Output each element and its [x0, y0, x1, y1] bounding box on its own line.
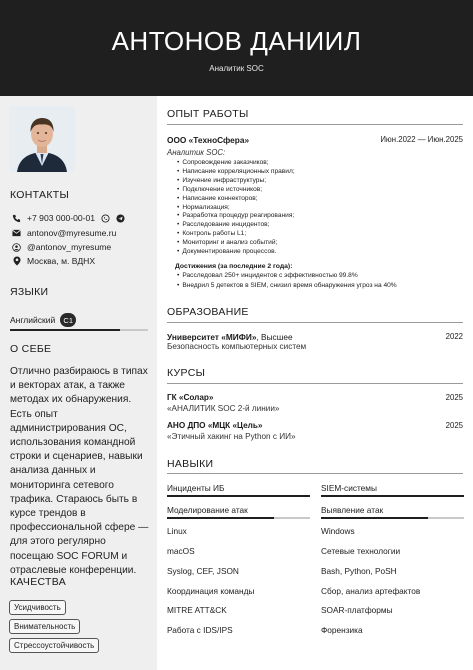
resume-header [0, 0, 473, 96]
language-name: Английский [10, 315, 56, 325]
languages-heading: ЯЗЫКИ [10, 286, 49, 298]
skill-item: Windows [321, 526, 355, 536]
skill-item: Сбор, анализ артефактов [321, 586, 421, 596]
skill-item: Сетевые технологии [321, 546, 401, 556]
courses-divider [167, 383, 463, 384]
course-year: 2025 [445, 393, 463, 402]
main-content [157, 96, 473, 670]
skill-level-bar [167, 495, 310, 497]
rated-skill-label: Выявление атак [321, 505, 384, 515]
list-item: • Мониторинг и анализ событий; [177, 239, 295, 248]
quality-tag: Стрессоустойчивость [9, 638, 99, 653]
language-proficiency-bar [10, 329, 148, 331]
list-item: • Расследовал 250+ инцидентов с эффективностью 99.8% [177, 271, 397, 281]
contact-social[interactable] [12, 242, 111, 252]
list-item: • Написание коннекторов; [177, 195, 295, 204]
skill-item: MITRE ATT&CK [167, 605, 227, 615]
list-item: • Изучение инфраструктуры; [177, 177, 295, 186]
education-field: Безопасность компьютерных систем [167, 342, 307, 351]
about-text: Отлично разбираюсь в типах и векторах атак, а также методах их обнаружения. Есть опыт администрирования ОС, использования командной строки и сценариев, навыки анализа данных и мониторинга сетевого трафика. Стараюсь быть в курсе трендов в профессиональной сфере — для этого регулярно посещаю SOC FORUM и отраслевые конференции. [10, 366, 149, 576]
experience-divider [167, 124, 463, 125]
courses-heading: КУРСЫ [167, 367, 206, 379]
skill-item: Syslog, CEF, JSON [167, 566, 239, 576]
job-title: Аналитик SOC: [167, 148, 226, 157]
skill-level-fill [167, 495, 310, 497]
contact-email[interactable] [12, 228, 116, 238]
skill-item: Координация команды [167, 586, 255, 596]
education-title [167, 332, 293, 342]
location-text: Москва, м. ВДНХ [27, 256, 96, 266]
list-item: • Нормализация; [177, 204, 295, 213]
achievements-title: Достижения (за последние 2 года): [175, 263, 293, 270]
skill-level-fill [167, 517, 274, 519]
profile-photo [9, 106, 75, 172]
language-item [10, 313, 76, 327]
qualities-list [9, 600, 99, 657]
phone-text: +7 903 000-00-01 [27, 213, 96, 223]
degree-level: , Высшее [256, 332, 293, 342]
education-year: 2022 [445, 332, 463, 341]
skill-item: Bash, Python, PoSH [321, 566, 397, 576]
achievements-list [177, 271, 397, 290]
rated-skill-label: Моделирование атак [167, 505, 248, 515]
sidebar [0, 96, 157, 670]
skill-level-bar [321, 517, 464, 519]
rated-skill-label: SIEM-системы [321, 483, 377, 493]
language-proficiency-fill [10, 329, 120, 331]
rated-skill-label: Инциденты ИБ [167, 483, 225, 493]
quality-tag: Усидчивость [9, 600, 66, 615]
skill-item: Форензика [321, 625, 363, 635]
telegram-icon[interactable] [116, 214, 125, 223]
job-duties-list [177, 159, 295, 257]
skill-item: macOS [167, 546, 195, 556]
education-divider [167, 322, 463, 323]
language-level-badge: C1 [60, 313, 76, 327]
candidate-role: Аналитик SOC [209, 64, 264, 73]
skill-item: Linux [167, 526, 187, 536]
quality-tag: Внимательность [9, 619, 80, 634]
course-org: ГК «Солар» [167, 393, 214, 402]
whatsapp-icon[interactable] [101, 214, 110, 223]
job-company: ООО «ТехноСфера» [167, 135, 250, 145]
location-pin-icon [12, 257, 21, 266]
experience-heading: ОПЫТ РАБОТЫ [167, 108, 249, 120]
list-item: • Сопровождение заказчиков; [177, 159, 295, 168]
contact-phone[interactable] [12, 213, 125, 223]
contact-location [12, 256, 95, 266]
list-item: • Контроль работы L1; [177, 230, 295, 239]
list-item: • Расследование инцидентов; [177, 221, 295, 230]
job-dates: Июн.2022 — Июн.2025 [380, 135, 463, 144]
skill-level-bar [321, 495, 464, 497]
skill-level-fill [321, 517, 428, 519]
skill-level-bar [167, 517, 310, 519]
list-item: • Написание корреляционных правил; [177, 168, 295, 177]
skills-heading: НАВЫКИ [167, 458, 214, 470]
qualities-heading: КАЧЕСТВА [10, 576, 67, 588]
skill-level-fill [321, 495, 464, 497]
list-item: • Внедрил 5 детектов в SIEM, снизил время обнаружения угроз на 40% [177, 281, 397, 291]
course-year: 2025 [445, 421, 463, 430]
skill-item: Работа с IDS/IPS [167, 625, 233, 635]
skills-divider [167, 473, 463, 474]
social-icon [12, 243, 21, 252]
course-org: АНО ДПО «МЦК «Цель» [167, 421, 263, 430]
university-name: Университет «МИФИ» [167, 332, 257, 342]
list-item: • Разработка процедур реагирования; [177, 212, 295, 221]
course-name: «АНАЛИТИК SOC 2-й линии» [167, 404, 280, 413]
email-text: antonov@myresume.ru [27, 228, 117, 238]
skill-item: SOAR-платформы [321, 605, 393, 615]
list-item: • Документирование процессов. [177, 248, 295, 257]
email-icon [12, 229, 21, 238]
phone-icon [12, 214, 21, 223]
candidate-name: АНТОНОВ ДАНИИЛ [111, 26, 362, 56]
course-name: «Этичный хакинг на Python с ИИ» [167, 432, 296, 441]
social-text: @antonov_myresume [27, 242, 112, 252]
list-item: • Подключение источников; [177, 186, 295, 195]
education-heading: ОБРАЗОВАНИЕ [167, 306, 249, 318]
contacts-heading: КОНТАКТЫ [10, 189, 70, 201]
about-heading: О СЕБЕ [10, 343, 52, 355]
